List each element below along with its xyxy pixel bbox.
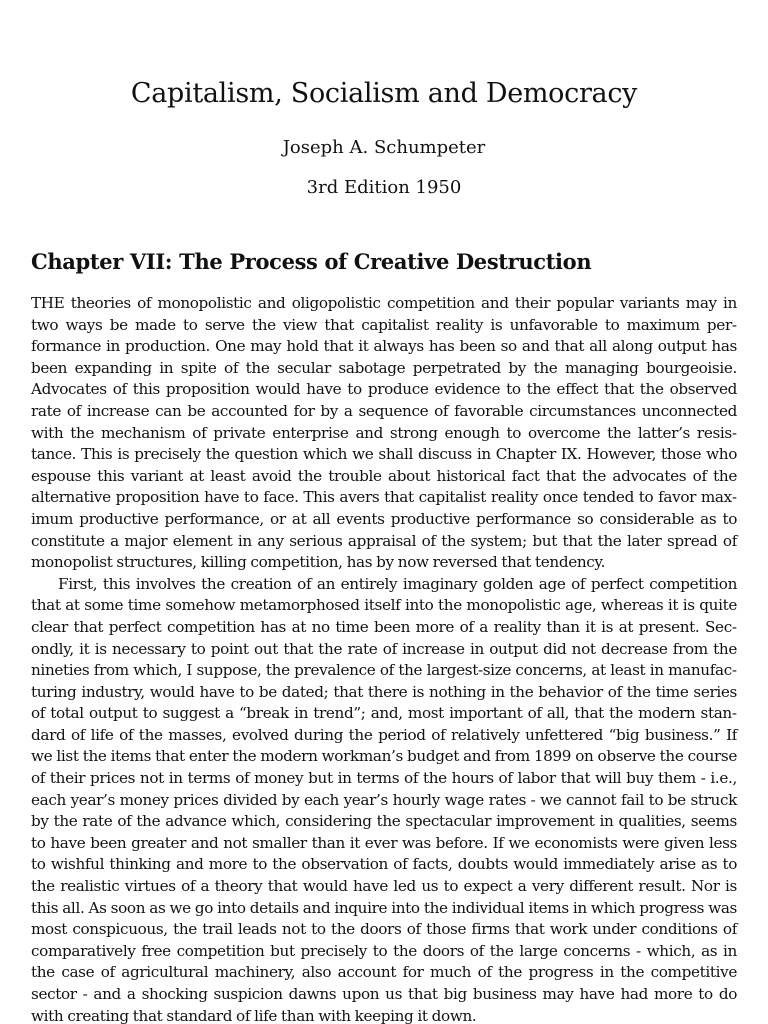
book-author: Joseph A. Schumpeter (282, 137, 486, 158)
paragraph-1: THE theories of monopolistic and oligopolistic competition and their popular variants may in two ways be made to serve the view that capitalist reality is unfavorable to maximum performance in production. One may hold that it always has been so and that all along output has been expanding in spite of the secular sabotage perpetrated by the managing bourgeoisie. Advocates of this proposition would have to produce evidence to the effect that the observed rate of increase can be accounted for by a sequence of favorable circumstances unconnected with the mechanism of private enterprise and strong enough to overcome the latter’s resistance. This is precisely the question which we shall discuss in Chapter IX. However, those who espouse this variant at least avoid the trouble about historical fact that the advocates of the alternative proposition have to face. This avers that capitalist reality once tended to favor maximum productive performance, or at all events productive performance so considerable as to constitute a major element in any serious appraisal of the system; but that the later spread of monopolist structures, killing competition, has by now reversed that tendency. (31, 294, 737, 572)
chapter-heading: Chapter VII: The Process of Creative Destruction (31, 249, 592, 274)
book-title: Capitalism, Socialism and Democracy (130, 78, 638, 109)
paragraph-2: First, this involves the creation of an entirely imaginary golden age of perfect competition that at some time somehow metamorphosed itself into the monopolistic age, whereas it is quite clear that perfect competition has at no time been more of a reality than it is at present. Secondly, it is necessary to point out that the rate of increase in output did not decrease from the nineties from which, I suppose, the prevalence of the largest-size concerns, at least in manufacturing industry, would have to be dated; that there is nothing in the behavior of the time series of total output to suggest a “break in trend”; and, most important of all, that the modern standard of life of the masses, evolved during the period of relatively unfettered “big business.” If we list the items that enter the modern workman’s budget and from 1899 on observe the course of their prices not in terms of money but in terms of the hours of labor that will buy them - i.e., each year’s money prices divided by each year’s hourly wage rates - we cannot fail to be struck by the rate of the advance which, considering the spectacular improvement in qualities, seems to have been greater and not smaller than it ever was before. If we economists were given less to wishful thinking and more to the observation of facts, doubts would immediately arise as to the realistic virtues of a theory that would have led us to expect a very different result. Nor is this all. As soon as we go into details and inquire into the individual items in which progress was most conspicuous, the trail leads not to the doors of those firms that work under conditions of comparatively free competition but precisely to the doors of the large concerns - which, as in the case of agricultural machinery, also account for much of the progress in the competitive sector - and a shocking suspicion dawns upon us that big business may have had more to do with creating that standard of life than with keeping it down. (31, 574, 737, 1024)
book-edition: 3rd Edition 1950 (306, 177, 462, 198)
chapter-body (31, 293, 737, 1024)
